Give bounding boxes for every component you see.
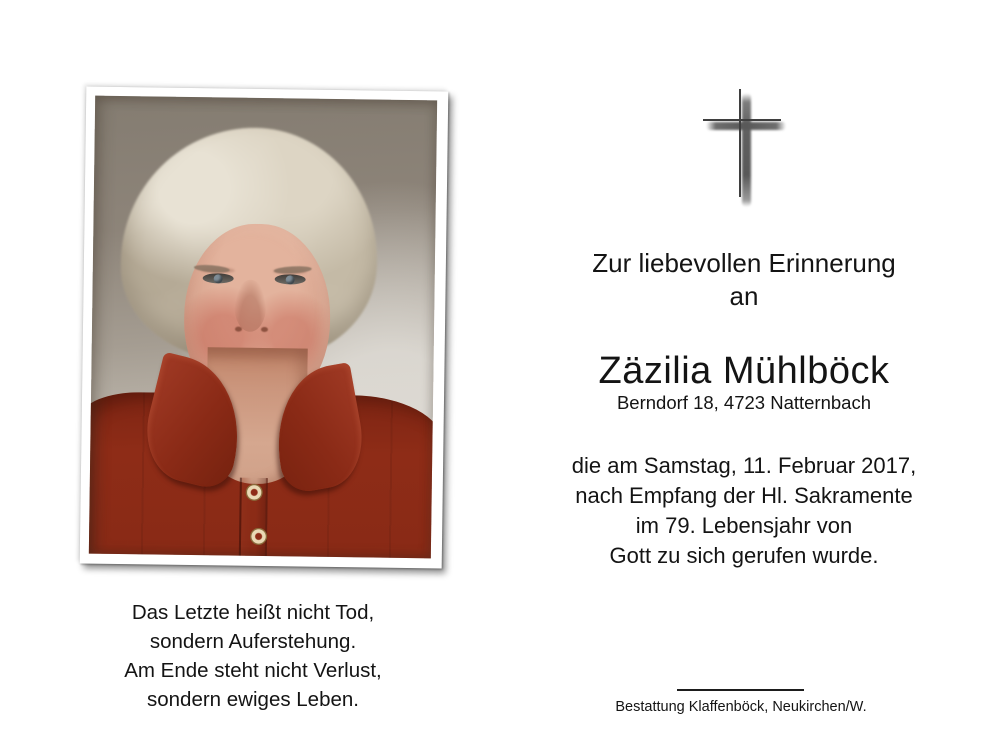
deceased-address: Berndorf 18, 4723 Natternbach — [616, 392, 872, 413]
death-notice-line: die am Samstag, 11. Februar 2017, — [571, 453, 917, 478]
portrait-photo-frame — [80, 86, 449, 568]
memorial-verse-line: Am Ende steht nicht Verlust, — [124, 659, 382, 682]
cross-thin-vertical-line — [739, 89, 741, 197]
death-notice-line: nach Empfang der Hl. Sakramente — [575, 483, 913, 508]
memorial-verse-line: sondern ewiges Leben. — [147, 688, 359, 711]
memorial-header-line2: an — [729, 281, 759, 311]
memorial-verse — [53, 598, 453, 714]
portrait-photo — [89, 96, 437, 559]
memorial-header — [544, 247, 944, 313]
memorial-header-line1: Zur liebevollen Erinnerung — [592, 248, 896, 278]
death-notice-line: im 79. Lebensjahr von — [635, 513, 853, 538]
memorial-verse-line: Das Letzte heißt nicht Tod, — [131, 601, 375, 624]
portrait-vignette — [89, 96, 437, 559]
death-notice-line: Gott zu sich gerufen wurde. — [609, 543, 879, 568]
cross-thin-horizontal-line — [703, 119, 781, 121]
latin-cross-icon — [690, 85, 802, 215]
funeral-home-name: Bestattung Klaffenböck, Neukirchen/W. — [615, 699, 867, 715]
cross-soft-shape — [690, 85, 802, 215]
deceased-name: Zäzilia Mühlböck — [598, 350, 890, 392]
death-notice — [544, 451, 944, 571]
funeral-home-divider — [677, 689, 804, 691]
cross-soft-vertical-bar — [742, 93, 751, 207]
cross-soft-horizontal-bar — [706, 122, 786, 130]
memorial-verse-line: sondern Auferstehung. — [149, 630, 357, 653]
